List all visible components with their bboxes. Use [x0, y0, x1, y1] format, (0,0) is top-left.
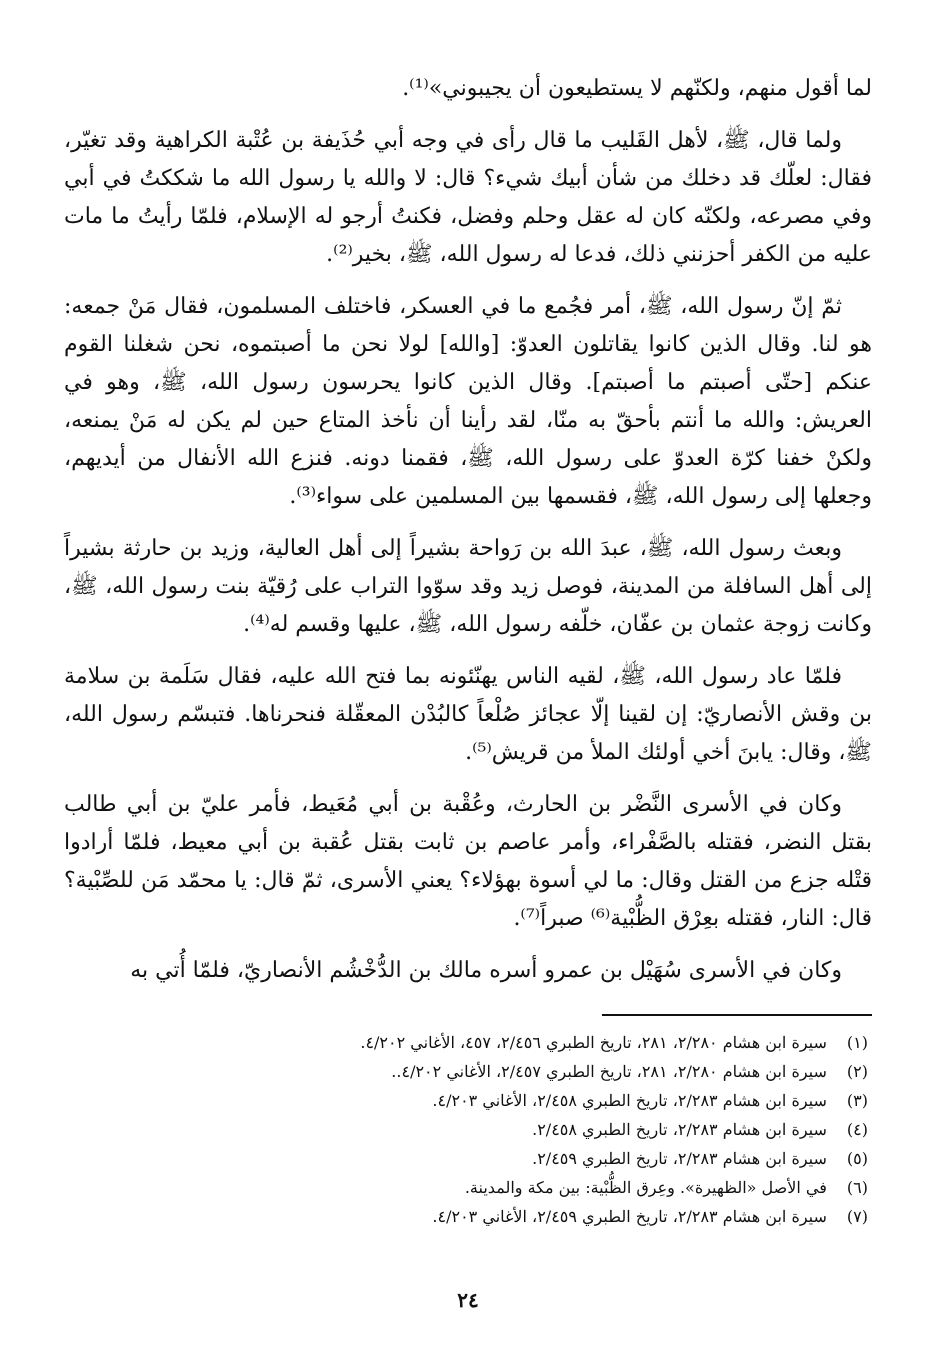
footnote-3 [64, 1086, 872, 1115]
footnote-text: سيرة ابن هشام ٢/٢٨٣، تاريخ الطبري ٢/٤٥٩. [532, 1149, 827, 1168]
footnote-text: سيرة ابن هشام ٢/٢٨٠، ٢٨١، تاريخ الطبري ٢/٤٥٦، ٤٥٧، الأغاني ٤/٢٠٢. [360, 1033, 827, 1052]
footnote-number: (٦) [846, 1178, 868, 1197]
footnote-number: (٢) [846, 1062, 868, 1081]
paragraph-4: وبعث رسول الله، ﷺ، عبدَ الله بن رَواحة بشيراً إلى أهل العالية، وزيد بن حارثة بشيراً إلى أهل السافلة من المدينة، فوصل زيد وقد سوّوا التراب على رُقيّة بنت رسول الله، ﷺ، وكانت زوجة عثمان بن عفّان، خلّفه رسول الله، ﷺ، عليها وقسم له⁽⁴⁾. [64, 536, 872, 637]
body-text [64, 70, 872, 990]
footnote-divider [602, 1014, 872, 1016]
book-page [64, 70, 872, 1320]
page-number: ٢٤ [457, 1288, 479, 1312]
footnote-text: سيرة ابن هشام ٢/٢٨٣، تاريخ الطبري ٢/٤٥٩، الأغاني ٤/٢٠٣. [432, 1207, 827, 1226]
footnote-number: (٣) [846, 1091, 868, 1110]
paragraph-7: وكان في الأسرى سُهَيْل بن عمرو أسره مالك بن الدُّخْشُم الأنصاريّ، فلمّا أُتي به [130, 958, 842, 983]
footnote-text: سيرة ابن هشام ٢/٢٨٠، ٢٨١، تاريخ الطبري ٢/٤٥٧، الأغاني ٤/٢٠٢.. [391, 1062, 827, 1081]
footnote-number: (٤) [846, 1120, 868, 1139]
footnote-7 [64, 1202, 872, 1231]
footnote-text: سيرة ابن هشام ٢/٢٨٣، تاريخ الطبري ٢/٤٥٨. [532, 1120, 827, 1139]
footnote-2 [64, 1057, 872, 1086]
footnote-number: (٧) [846, 1207, 868, 1226]
paragraph-1: لما أقول منهم، ولكنّهم لا يستطيعون أن يجيبوني»⁽¹⁾. [402, 76, 872, 101]
paragraph-3: ثمّ إنّ رسول الله، ﷺ، أمر فجُمع ما في العسكر، فاختلف المسلمون، فقال مَنْ جمعه: هو لنا. وقال الذين كانوا يقاتلون العدوّ: [والله] لولا نحن ما أصبتموه، نحن شغلنا القوم عنكم [حتّى أصبتم ما أصبتم]. وقال الذين كانوا يحرسون رسول الله، ﷺ، وهو في العريش: والله ما أنتم بأحقّ به منّا، لقد رأينا أن نأخذ المتاع حين لم يكن له مَنْ يمنعه، ولكنْ خفنا كرّة العدوّ على رسول الله، ﷺ، فقمنا دونه. فنزع الله الأنفال من أيديهم، وجعلها إلى رسول الله، ﷺ، فقسمها بين المسلمين على سواء⁽³⁾. [64, 294, 872, 509]
paragraph-2: ولما قال، ﷺ، لأهل القَليب ما قال رأى في وجه أبي حُذَيفة بن عُتْبة الكراهية وقد تغيّر، فقال: لعلّك قد دخلك من شأن أبيك شيء؟ قال: لا والله يا رسول الله ما شككتُ في أبي وفي مصرعه، ولكنّه كان له عقل وحلم وفضل، فكنتُ أرجو له الإسلام، فلمّا رأيتُ ما مات عليه من الكفر أحزنني ذلك، فدعا له رسول الله، ﷺ، بخير⁽²⁾. [64, 128, 872, 267]
footnote-4 [64, 1115, 872, 1144]
footnote-number: (١) [846, 1033, 868, 1052]
footnote-1 [64, 1028, 872, 1057]
paragraph-5: فلمّا عاد رسول الله، ﷺ، لقيه الناس يهنّئونه بما فتح الله عليه، فقال سَلَمة بن سلامة بن وقش الأنصاريّ: إن لقينا إلّا عجائز صُلْعاً كالبُدْن المعقّلة فنحرناها. فتبسّم رسول الله، ﷺ، وقال: يابنَ أخي أولئك الملأ من قريش⁽⁵⁾. [64, 664, 872, 765]
paragraph-6: وكان في الأسرى النَّضْر بن الحارث، وعُقْبة بن أبي مُعَيط، فأمر عليّ بن أبي طالب بقتل النضر، فقتله بالصَّفْراء، وأمر عاصم بن ثابت بقتل عُقبة بن أبي معيط، فلمّا أرادوا قتْله جزع من القتل وقال: ما لي أسوة بهؤلاء؟ يعني الأسرى، ثمّ قال: يا محمّد مَن للصِّبْية؟ قال: النار، فقتله بعِرْق الظُّبْية⁽⁶⁾ صبراً⁽⁷⁾. [64, 792, 872, 931]
footnotes [64, 1028, 872, 1231]
footnote-6 [64, 1173, 872, 1202]
footnote-text: سيرة ابن هشام ٢/٢٨٣، تاريخ الطبري ٢/٤٥٨، الأغاني ٤/٢٠٣. [432, 1091, 827, 1110]
footnote-number: (٥) [846, 1149, 868, 1168]
footnote-text: في الأصل «الظهيرة». وعِرق الظُّبْية: بين مكة والمدينة. [464, 1178, 827, 1197]
footnote-5 [64, 1144, 872, 1173]
